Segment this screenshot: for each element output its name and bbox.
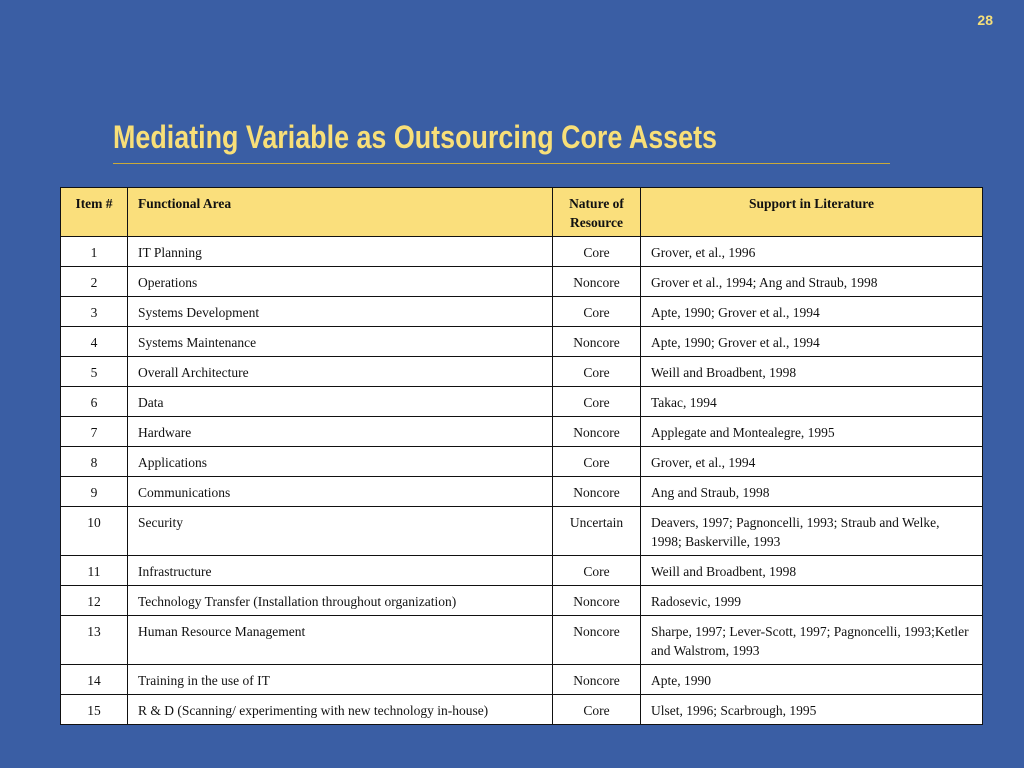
functional-area-cell: Infrastructure bbox=[128, 556, 553, 586]
support-in-literature-cell: Apte, 1990; Grover et al., 1994 bbox=[641, 297, 983, 327]
nature-of-resource-cell: Core bbox=[553, 556, 641, 586]
nature-of-resource-cell: Noncore bbox=[553, 665, 641, 695]
item-number-cell: 6 bbox=[61, 387, 128, 417]
nature-of-resource-cell: Core bbox=[553, 695, 641, 725]
functional-area-cell: Technology Transfer (Installation throughout organization) bbox=[128, 586, 553, 616]
support-in-literature-cell: Ang and Straub, 1998 bbox=[641, 477, 983, 507]
table-row bbox=[61, 327, 983, 357]
nature-of-resource-cell: Noncore bbox=[553, 477, 641, 507]
nature-of-resource-cell: Core bbox=[553, 237, 641, 267]
nature-of-resource-cell: Core bbox=[553, 387, 641, 417]
nature-of-resource-cell: Core bbox=[553, 357, 641, 387]
item-number-cell: 13 bbox=[61, 616, 128, 665]
table-row bbox=[61, 237, 983, 267]
table-header-row bbox=[61, 188, 983, 237]
item-number-cell: 11 bbox=[61, 556, 128, 586]
item-number-cell: 2 bbox=[61, 267, 128, 297]
functional-area-cell: Hardware bbox=[128, 417, 553, 447]
functional-area-cell: Overall Architecture bbox=[128, 357, 553, 387]
table-row bbox=[61, 477, 983, 507]
table-row bbox=[61, 586, 983, 616]
nature-of-resource-cell: Noncore bbox=[553, 327, 641, 357]
support-in-literature-cell: Applegate and Montealegre, 1995 bbox=[641, 417, 983, 447]
header-functional-area: Functional Area bbox=[128, 188, 553, 237]
nature-of-resource-cell: Noncore bbox=[553, 267, 641, 297]
item-number-cell: 9 bbox=[61, 477, 128, 507]
support-in-literature-cell: Takac, 1994 bbox=[641, 387, 983, 417]
support-in-literature-cell: Radosevic, 1999 bbox=[641, 586, 983, 616]
functional-area-cell: R & D (Scanning/ experimenting with new technology in-house) bbox=[128, 695, 553, 725]
functional-area-cell: Communications bbox=[128, 477, 553, 507]
support-in-literature-cell: Ulset, 1996; Scarbrough, 1995 bbox=[641, 695, 983, 725]
table-row bbox=[61, 297, 983, 327]
functional-area-cell: Data bbox=[128, 387, 553, 417]
nature-of-resource-cell: Noncore bbox=[553, 586, 641, 616]
functional-area-cell: IT Planning bbox=[128, 237, 553, 267]
functional-area-cell: Security bbox=[128, 507, 553, 556]
item-number-cell: 12 bbox=[61, 586, 128, 616]
table-row bbox=[61, 695, 983, 725]
page-number: 28 bbox=[977, 12, 993, 28]
title-underline bbox=[113, 163, 890, 164]
slide-title: Mediating Variable as Outsourcing Core Assets bbox=[113, 119, 717, 155]
support-in-literature-cell: Grover, et al., 1994 bbox=[641, 447, 983, 477]
item-number-cell: 1 bbox=[61, 237, 128, 267]
item-number-cell: 8 bbox=[61, 447, 128, 477]
nature-of-resource-cell: Core bbox=[553, 447, 641, 477]
support-in-literature-cell: Apte, 1990 bbox=[641, 665, 983, 695]
support-in-literature-cell: Sharpe, 1997; Lever-Scott, 1997; Pagnoncelli, 1993;Ketler and Walstrom, 1993 bbox=[641, 616, 983, 665]
support-in-literature-cell: Apte, 1990; Grover et al., 1994 bbox=[641, 327, 983, 357]
item-number-cell: 14 bbox=[61, 665, 128, 695]
table-row bbox=[61, 417, 983, 447]
functional-area-cell: Training in the use of IT bbox=[128, 665, 553, 695]
table-row bbox=[61, 447, 983, 477]
nature-of-resource-cell: Uncertain bbox=[553, 507, 641, 556]
support-in-literature-cell: Deavers, 1997; Pagnoncelli, 1993; Straub and Welke, 1998; Baskerville, 1993 bbox=[641, 507, 983, 556]
nature-of-resource-cell: Core bbox=[553, 297, 641, 327]
header-nature: Nature of Resource bbox=[553, 188, 641, 237]
functional-area-cell: Applications bbox=[128, 447, 553, 477]
item-number-cell: 3 bbox=[61, 297, 128, 327]
outsourcing-table bbox=[60, 187, 983, 725]
table-row bbox=[61, 507, 983, 556]
nature-of-resource-cell: Noncore bbox=[553, 616, 641, 665]
table-row bbox=[61, 616, 983, 665]
table-row bbox=[61, 556, 983, 586]
support-in-literature-cell: Weill and Broadbent, 1998 bbox=[641, 556, 983, 586]
table-row bbox=[61, 267, 983, 297]
support-in-literature-cell: Grover et al., 1994; Ang and Straub, 1998 bbox=[641, 267, 983, 297]
item-number-cell: 5 bbox=[61, 357, 128, 387]
table-row bbox=[61, 387, 983, 417]
header-item: Item # bbox=[61, 188, 128, 237]
functional-area-cell: Systems Development bbox=[128, 297, 553, 327]
table-row bbox=[61, 357, 983, 387]
table-row bbox=[61, 665, 983, 695]
functional-area-cell: Systems Maintenance bbox=[128, 327, 553, 357]
item-number-cell: 7 bbox=[61, 417, 128, 447]
functional-area-cell: Human Resource Management bbox=[128, 616, 553, 665]
header-support: Support in Literature bbox=[641, 188, 983, 237]
item-number-cell: 15 bbox=[61, 695, 128, 725]
item-number-cell: 10 bbox=[61, 507, 128, 556]
item-number-cell: 4 bbox=[61, 327, 128, 357]
nature-of-resource-cell: Noncore bbox=[553, 417, 641, 447]
support-in-literature-cell: Weill and Broadbent, 1998 bbox=[641, 357, 983, 387]
functional-area-cell: Operations bbox=[128, 267, 553, 297]
support-in-literature-cell: Grover, et al., 1996 bbox=[641, 237, 983, 267]
